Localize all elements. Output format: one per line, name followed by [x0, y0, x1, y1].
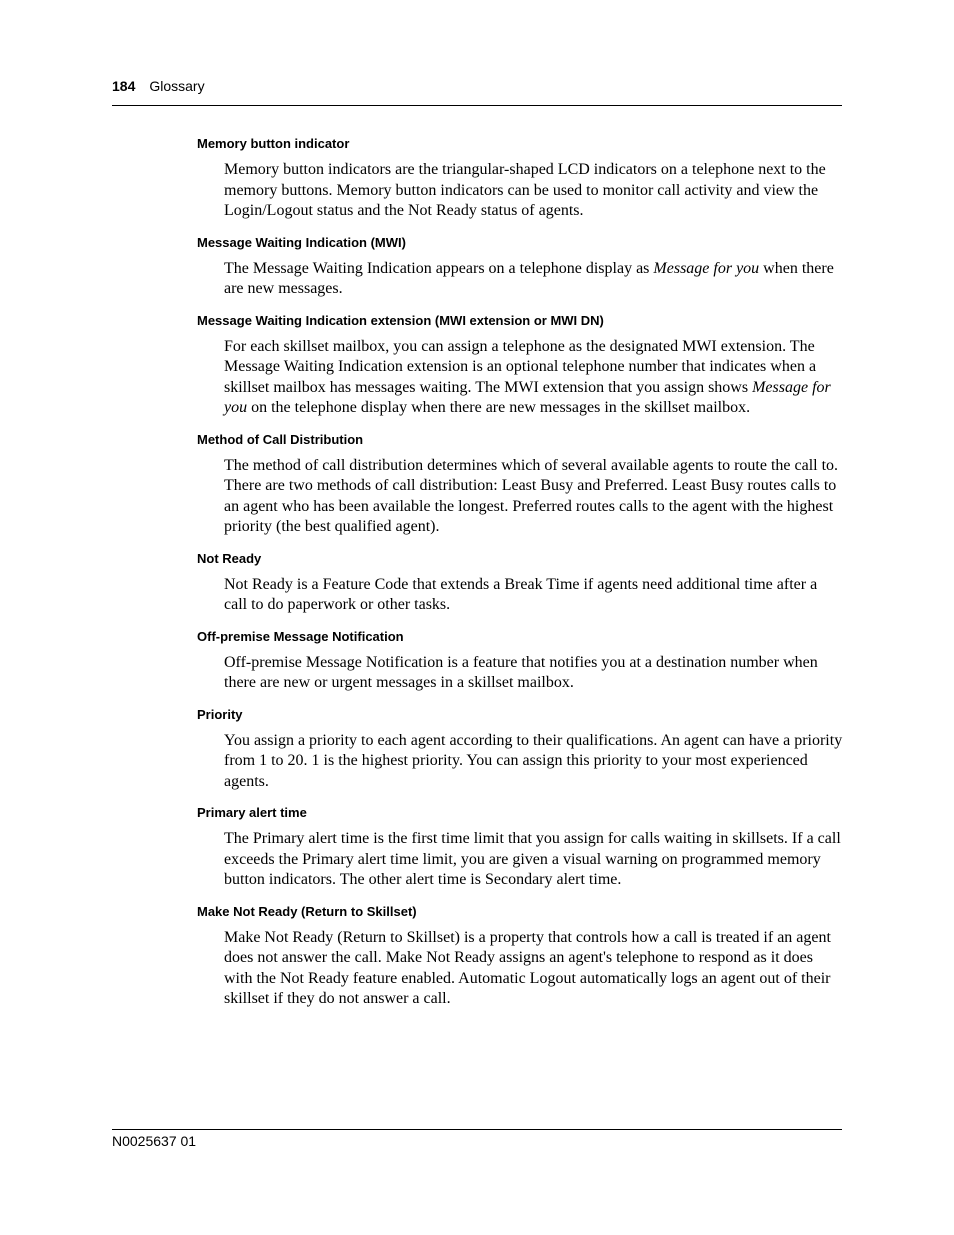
glossary-entry: [197, 705, 842, 793]
definition-text: on the telephone display when there are new messages in the skillset mailbox.: [247, 399, 751, 416]
glossary-term: Make Not Ready (Return to Skillset): [197, 903, 417, 919]
glossary-definition: [224, 259, 844, 300]
section-title: Glossary: [149, 78, 205, 94]
definition-text: The Message Waiting Indication appears on a telephone display as: [224, 259, 654, 277]
page-number: 184: [112, 78, 136, 94]
glossary-entry: [197, 549, 842, 616]
definition-text: when there are new messages.: [224, 259, 834, 297]
glossary-term: Not Ready: [197, 550, 262, 566]
glossary-definition: Make Not Ready (Return to Skillset) is a property that controls how a call is treated if an agent does not answer the call. Make Not Ready assigns an agent's telephone to respond as it does with the Not Ready feature enabled. Automatic Logout automatically logs an agent out of their skillset if they do not answer a call.: [224, 928, 831, 1007]
page-header: [112, 76, 842, 96]
glossary-term: Message Waiting Indication extension (MWI extension or MWI DN): [197, 312, 604, 328]
glossary-definition: The Primary alert time is the first time limit that you assign for calls waiting in skillsets. If a call exceeds the Primary alert time limit, you are given a visual warning on programmed memory button indicators. The other alert time is Secondary alert time.: [224, 830, 841, 888]
glossary-term: Primary alert time: [197, 805, 307, 820]
glossary-definition: You assign a priority to each agent according to their qualifications. An agent can have a priority from 1 to 20. 1 is the highest priority. You can assign this priority to your most experienced agents.: [224, 731, 843, 790]
glossary-term: Memory button indicator: [197, 136, 350, 151]
glossary-term: Method of Call Distribution: [197, 431, 364, 447]
glossary-term: Message Waiting Indication (MWI): [197, 234, 406, 250]
glossary-term: Off-premise Message Notification: [197, 628, 404, 644]
header-divider: [112, 105, 842, 106]
glossary-term: Priority: [197, 706, 243, 722]
glossary-entry: [197, 902, 842, 1010]
glossary-entry: [197, 134, 842, 222]
glossary-definition: Off-premise Message Notification is a feature that notifies you at a destination number when there are new or urgent messages in a skillset mailbox.: [224, 653, 818, 691]
glossary-definition: [224, 337, 844, 419]
definition-emphasis: Message for you: [653, 259, 760, 277]
glossary-entry: [197, 430, 842, 538]
glossary-entry: [197, 803, 842, 891]
glossary-definition: Not Ready is a Feature Code that extends a Break Time if agents need additional time after a call to do paperwork or other tasks.: [224, 575, 818, 613]
glossary-entry: [197, 627, 842, 694]
glossary-definition: The method of call distribution determines which of several available agents to route the call to. There are two methods of call distribution: Least Busy and Preferred. Least Busy routes calls to an agent who has been available the longest. Preferred routes calls to the agent with the highest priority (the best qualified agent).: [224, 456, 839, 535]
glossary-entry: [197, 233, 842, 300]
definition-emphasis: Message for you: [224, 378, 831, 416]
definition-text: For each skillset mailbox, you can assign a telephone as the designated MWI extension. The Message Waiting Indication extension is an optional telephone number that indicates when a skillset mailbox has messages waiting. The MWI extension that you assign shows: [224, 337, 817, 396]
footer-divider: [112, 1129, 842, 1130]
glossary-list: [197, 134, 842, 1021]
glossary-definition: Memory button indicators are the triangular-shaped LCD indicators on a telephone next to the memory buttons. Memory button indicators can be used to monitor call activity and view the Login/Logout status and the Not Ready status of agents.: [224, 161, 826, 219]
document-number: N0025637 01: [112, 1133, 197, 1149]
glossary-entry: [197, 311, 842, 419]
